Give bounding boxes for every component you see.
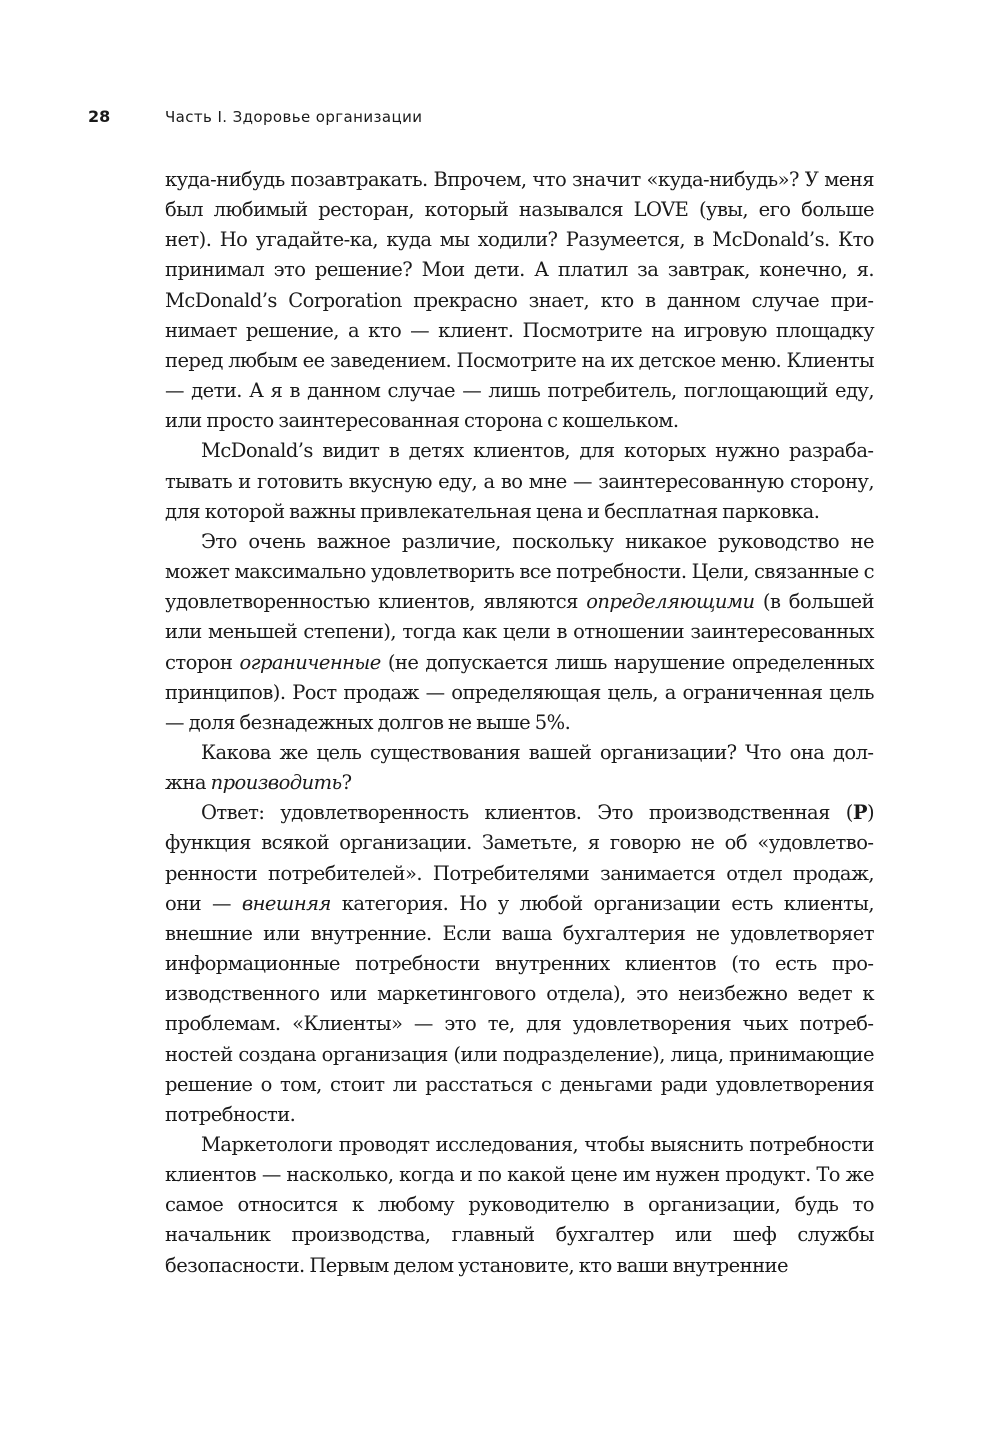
text-run: ? (341, 771, 352, 795)
paragraph (165, 527, 874, 738)
running-head (88, 104, 872, 130)
paragraph (165, 1130, 874, 1281)
text-run: ) функция всякой организации. Заметьте, я говорю не об «удовлетворенности потребителей». Потребителями занимается отдел продаж, они — (165, 801, 874, 915)
text-run: Какова же цель существования вашей организации? Что она должна (165, 740, 874, 795)
body-text (165, 165, 874, 1281)
paragraph (165, 436, 874, 526)
text-run: Это очень важное различие, поскольку никакое руководство не может максимально удовлетворить все потребности. Цели, связанные с удовлетворенностью клиентов, являются (165, 529, 874, 614)
paragraph (165, 798, 874, 1130)
italic-term: производить (210, 771, 342, 795)
text-run: (не допускается лишь нарушение определенных принципов). Рост продаж — определяющая цель, а ограниченная цель — доля безнадежных долгов не выше 5%. (165, 650, 874, 734)
text-run: Маркетологи проводят исследования, чтобы выяснить потребности клиентов — насколько, когда и по какой цене им нужен продукт. То же самое относится к любому руководителю в организации, будь то начальник производства, главный бухгалтер или шеф службы безопасности. Первым делом установите, кто ваши внутренние (165, 1133, 874, 1277)
text-run: Ответ: удовлетворенность клиентов. Это производственная ( (201, 801, 853, 825)
paragraph (165, 738, 874, 798)
text-run: (в большей или меньшей степени), тогда как цели в отношении заинтересованных сторон (165, 590, 874, 674)
page-number: 28 (88, 107, 111, 126)
paragraph (165, 165, 874, 436)
italic-term: определяющими (586, 590, 755, 614)
text-run: категория. Но у любой организации есть клиенты, внешние или внутренние. Если ваша бухгалтерия не удовлетворяет информационные потребности внутренних клиентов (то есть производственного или маркетингового отдела), это неизбежно ведет к проблемам. «Клиенты» — это те, для удовлетворения чьих потребностей создана организация (или подразделение), лица, принимающие решение о том, стоит ли расстаться с деньгами ради удовлетворения потребности. (165, 891, 874, 1126)
bold-letter: P (852, 801, 867, 825)
text-run: куда-нибудь позавтракать. Впрочем, что значит «куда-нибудь»? У меня был любимый ресторан, который назывался LOVE (увы, его больше нет). Но угадайте-ка, куда мы ходили? Разумеется, в McDonald’s. Кто принимал это решение? Мои дети. А платил за завтрак, конечно, я. McDonald’s Corporation прекрасно знает, кто в данном случае принимает решение, а кто — клиент. Посмотрите на игровую площадку перед любым ее заведением. Посмотрите на их детское меню. Клиенты — дети. А я в данном случае — лишь потребитель, поглощающий еду, или просто заинтересованная сторона с кошельком. (165, 168, 874, 433)
italic-term: внешняя (241, 891, 331, 915)
text-run: McDonald’s видит в детях клиентов, для которых нужно разрабатывать и готовить вкусную еду, а во мне — заинтересованную сторону, для которой важны привлекательная цена и бесплатная парковка. (165, 439, 874, 523)
section-title: Часть I. Здоровье организации (165, 108, 423, 126)
italic-term: ограниченные (239, 650, 381, 674)
